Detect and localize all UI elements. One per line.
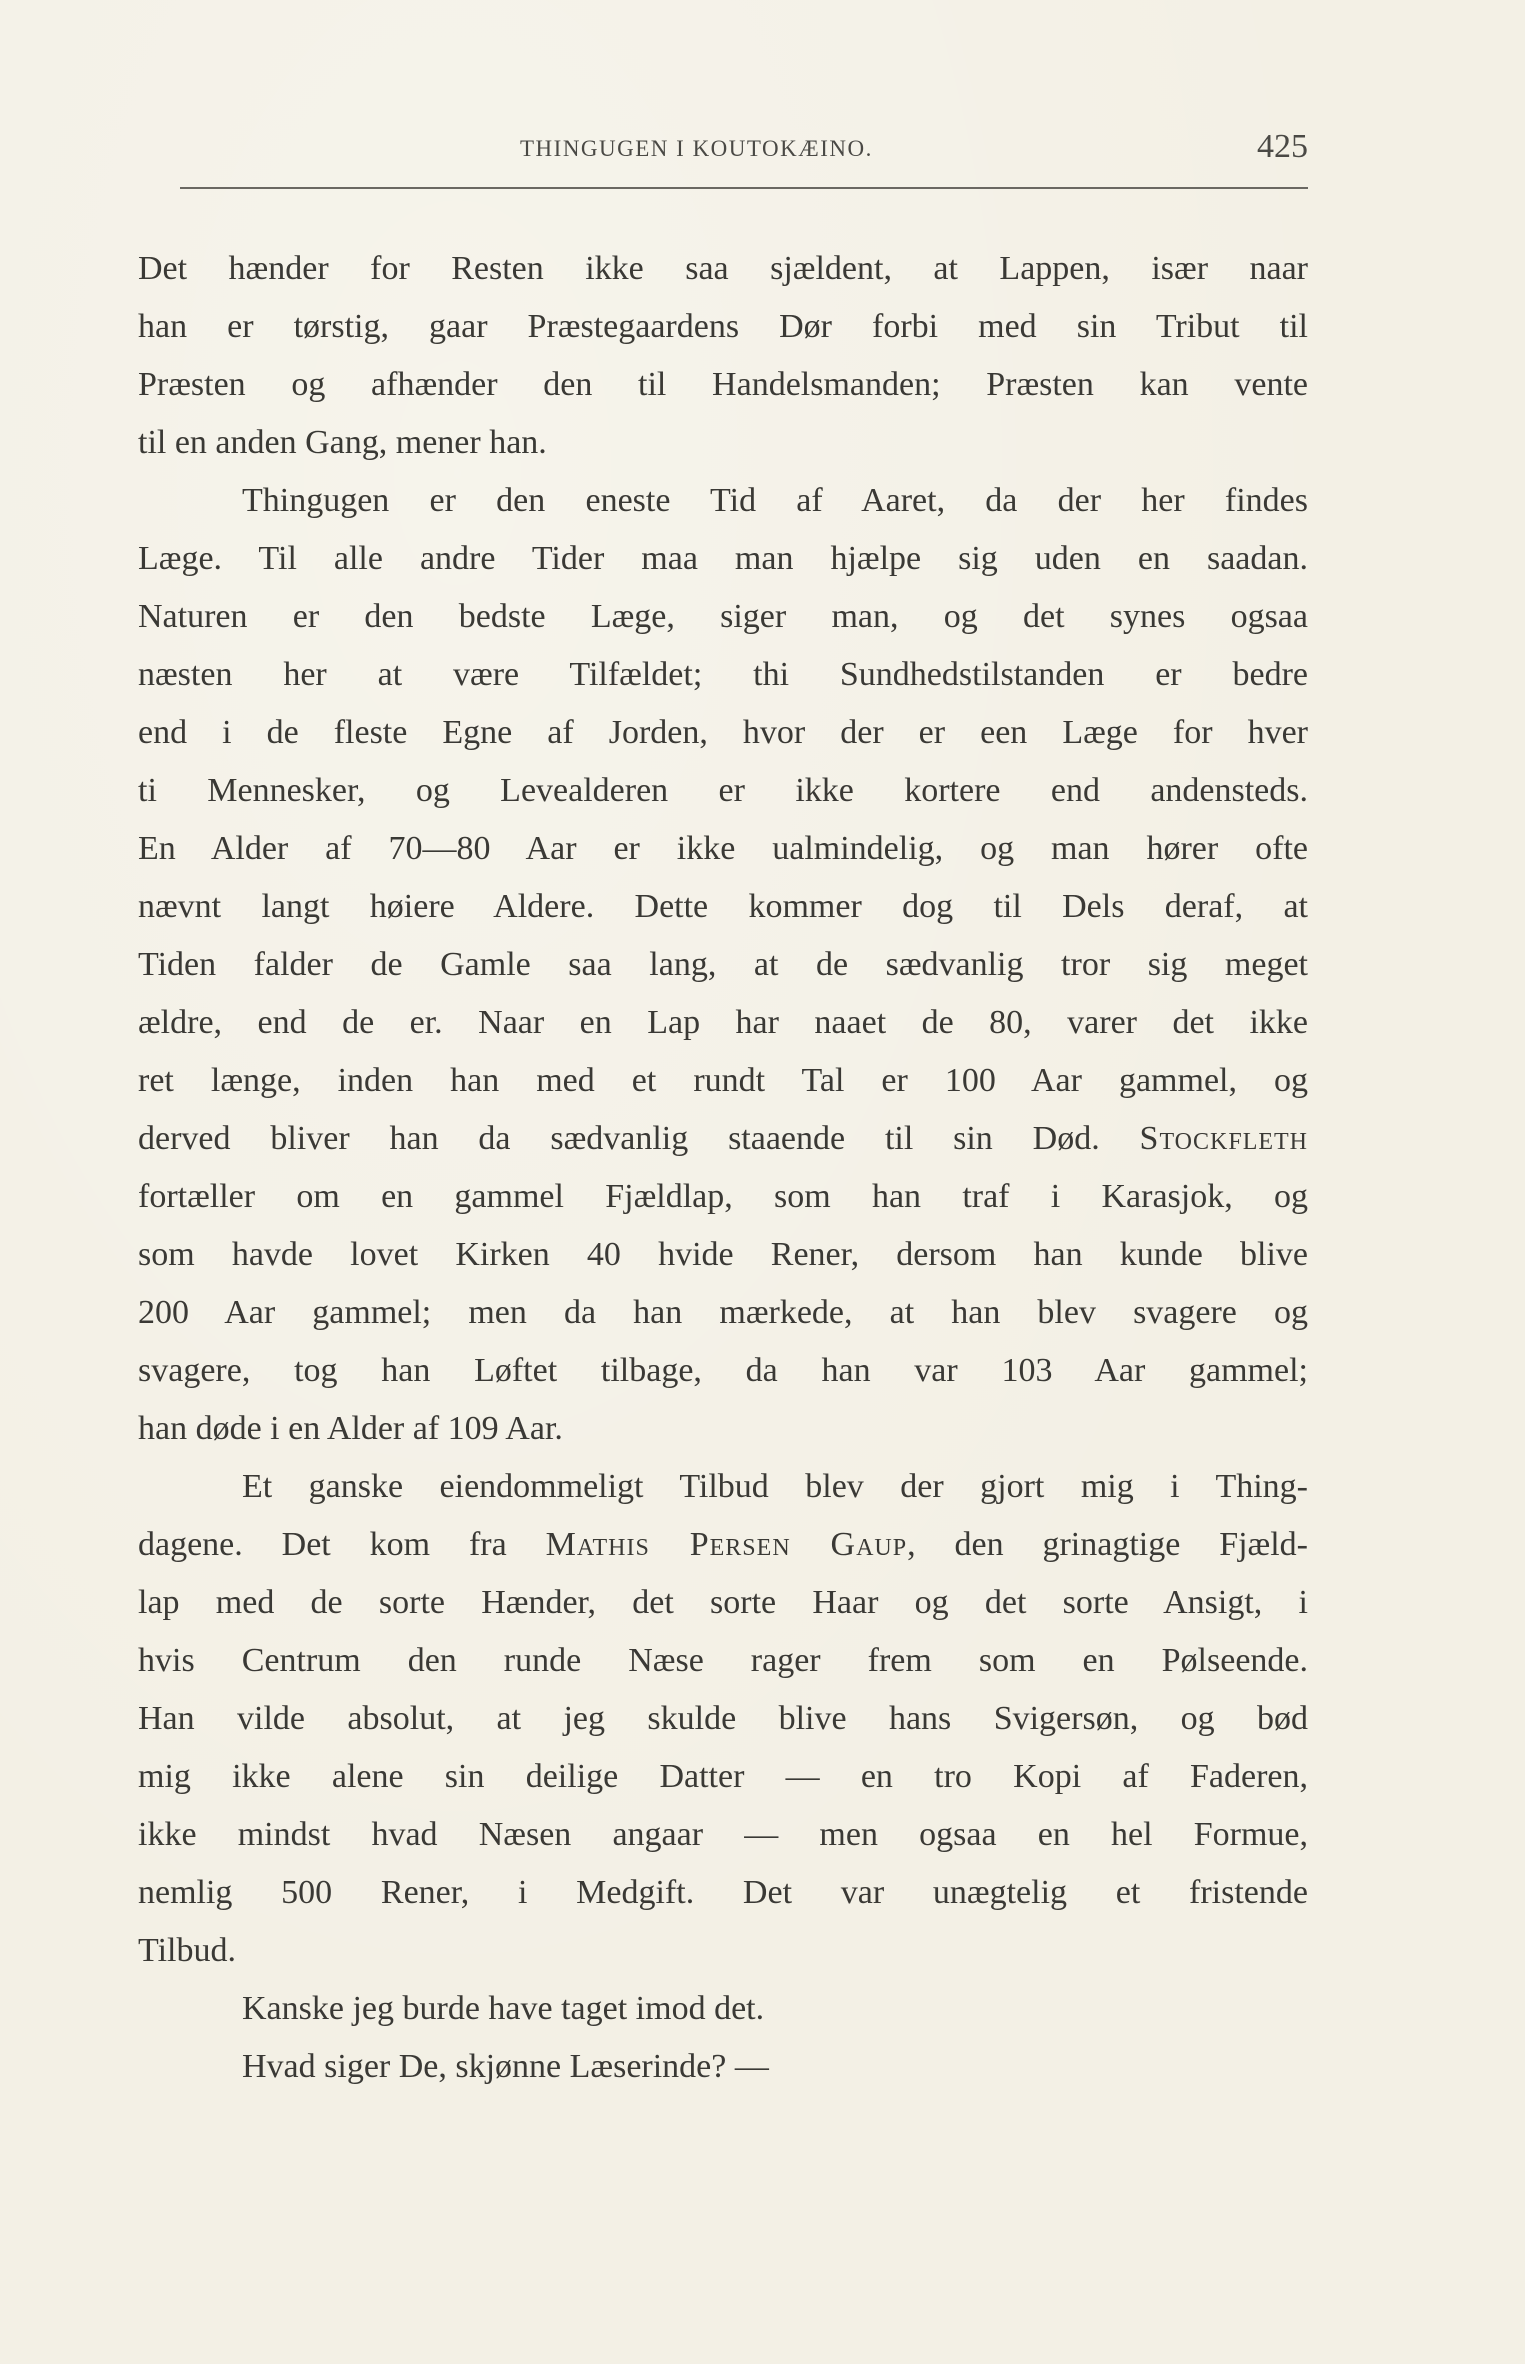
page-number: 425 xyxy=(1257,128,1308,165)
text-line: lap med de sorte Hænder, det sorte Haar og det sorte Ansigt, i xyxy=(138,1584,1308,1621)
text-line: Hvad siger De, skjønne Læserinde? — xyxy=(242,2048,769,2085)
person-name-mathis-persen-gaup: Mathis Persen Gaup xyxy=(545,1526,908,1563)
text-line: som havde lovet Kirken 40 hvide Rener, dersom han kunde blive xyxy=(138,1236,1308,1273)
text-line xyxy=(138,1516,1308,1574)
page-header xyxy=(180,128,1308,188)
text-line: Det hænder for Resten ikke saa sjældent, at Lappen, især naar xyxy=(138,250,1308,287)
header-rule xyxy=(180,187,1308,189)
line-text: , den grinagtige Fjæld- xyxy=(907,1526,1309,1563)
text-line: Læge. Til alle andre Tider maa man hjælpe sig uden en saadan. xyxy=(138,540,1308,577)
line-text: dagene. Det kom fra xyxy=(138,1526,507,1563)
text-line: han døde i en Alder af 109 Aar. xyxy=(138,1410,563,1447)
text-line: han er tørstig, gaar Præstegaardens Dør forbi med sin Tribut til xyxy=(138,308,1308,345)
body-text xyxy=(138,240,1308,2096)
text-line: ikke mindst hvad Næsen angaar — men ogsaa en hel Formue, xyxy=(138,1816,1308,1853)
running-title: THINGUGEN I KOUTOKÆINO. xyxy=(520,136,873,161)
text-line: 200 Aar gammel; men da han mærkede, at han blev svagere og xyxy=(138,1294,1308,1331)
text-line: svagere, tog han Løftet tilbage, da han var 103 Aar gammel; xyxy=(138,1352,1308,1389)
line-text: derved bliver han da sædvanlig staaende til sin Død. xyxy=(138,1120,1100,1157)
text-line: Han vilde absolut, at jeg skulde blive hans Svigersøn, og bød xyxy=(138,1700,1308,1737)
author-name-stockfleth: Stockfleth xyxy=(1139,1120,1309,1157)
text-line: Naturen er den bedste Læge, siger man, og det synes ogsaa xyxy=(138,598,1308,635)
text-line: ret længe, inden han med et rundt Tal er 100 Aar gammel, og xyxy=(138,1062,1308,1099)
text-line: Præsten og afhænder den til Handelsmanden; Præsten kan vente xyxy=(138,366,1308,403)
text-line: ældre, end de er. Naar en Lap har naaet de 80, varer det ikke xyxy=(138,1004,1308,1041)
text-line: Tiden falder de Gamle saa lang, at de sædvanlig tror sig meget xyxy=(138,946,1308,983)
text-line: nævnt langt høiere Aldere. Dette kommer dog til Dels deraf, at xyxy=(138,888,1308,925)
text-line: hvis Centrum den runde Næse rager frem som en Pølseende. xyxy=(138,1642,1308,1679)
text-line: ti Mennesker, og Levealderen er ikke kortere end andensteds. xyxy=(138,772,1308,809)
text-line: fortæller om en gammel Fjældlap, som han traf i Karasjok, og xyxy=(138,1178,1308,1215)
text-line: En Alder af 70—80 Aar er ikke ualmindelig, og man hører ofte xyxy=(138,830,1308,867)
text-line: Thingugen er den eneste Tid af Aaret, da der her findes xyxy=(242,482,1308,519)
text-line: til en anden Gang, mener han. xyxy=(138,424,547,461)
text-line: end i de fleste Egne af Jorden, hvor der er een Læge for hver xyxy=(138,714,1308,751)
text-line: mig ikke alene sin deilige Datter — en tro Kopi af Faderen, xyxy=(138,1758,1308,1795)
text-line: nemlig 500 Rener, i Medgift. Det var unægtelig et fristende xyxy=(138,1874,1308,1911)
text-line xyxy=(138,1110,1308,1168)
text-line: Kanske jeg burde have taget imod det. xyxy=(242,1990,765,2027)
text-line: Tilbud. xyxy=(138,1932,236,1969)
text-line: næsten her at være Tilfældet; thi Sundhedstilstanden er bedre xyxy=(138,656,1308,693)
text-line: Et ganske eiendommeligt Tilbud blev der gjort mig i Thing- xyxy=(242,1468,1308,1505)
